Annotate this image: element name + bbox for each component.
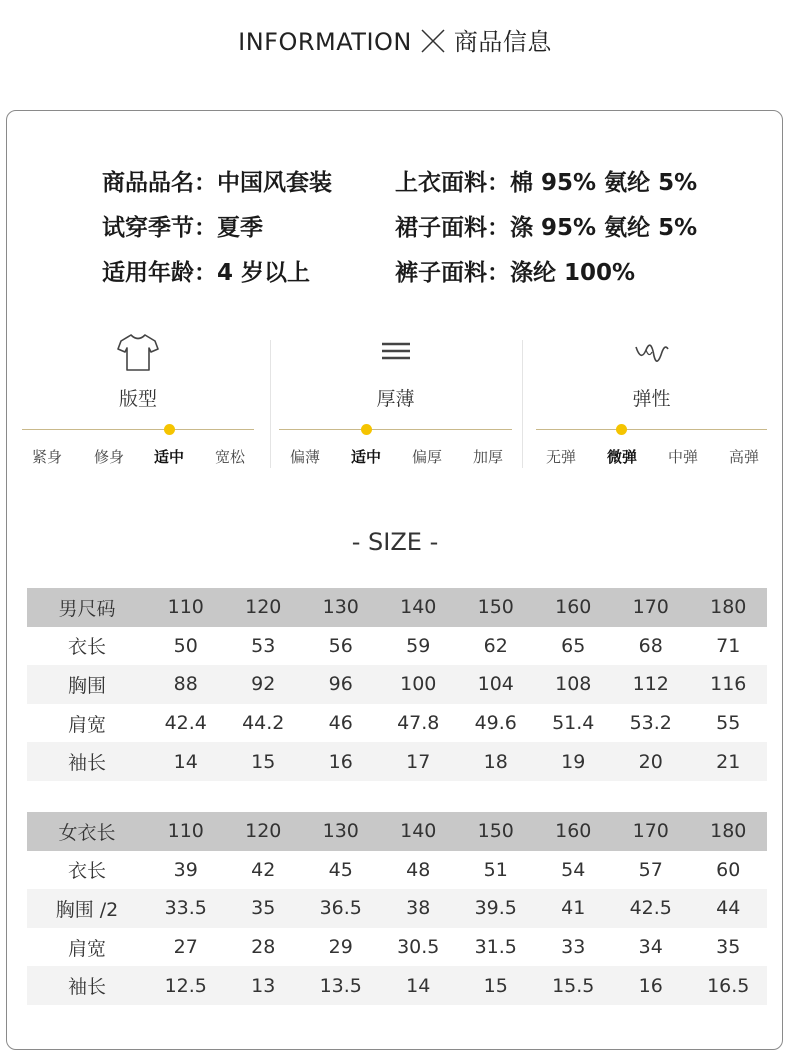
- size-value-cell: 36.5: [302, 889, 380, 928]
- option-label: 紧身: [31, 448, 62, 466]
- size-value-cell: 34: [638, 936, 663, 959]
- size-value-cell: 160: [535, 812, 613, 851]
- option-label: 无弹: [545, 448, 576, 466]
- attribute-title: 版型: [118, 388, 157, 410]
- slider-indicator: [361, 424, 372, 435]
- slider-track: [279, 429, 512, 430]
- size-value-cell: 27: [173, 936, 198, 959]
- info-right: 上衣面料：棉 95% 氨纶 5%: [395, 170, 698, 196]
- size-value-cell: 49.6: [474, 712, 517, 735]
- option-label: 中弹: [667, 448, 698, 466]
- size-value-cell: 71: [716, 634, 741, 657]
- slider-indicator: [164, 424, 175, 435]
- info-row: [102, 213, 697, 258]
- size-value-cell: 130: [302, 588, 380, 627]
- size-value-cell: 14: [380, 966, 458, 1005]
- size-value-cell: 46: [328, 712, 353, 735]
- size-value-cell: 110: [147, 588, 225, 627]
- table-row: [27, 889, 767, 928]
- layers-icon: [279, 332, 512, 374]
- size-value-cell: 150: [457, 588, 535, 627]
- size-value-cell: 18: [457, 742, 535, 781]
- size-value-cell: 56: [328, 634, 353, 657]
- size-value-cell: 39.5: [457, 889, 535, 928]
- product-info: [102, 168, 697, 303]
- size-value-cell: 16.5: [690, 966, 768, 1005]
- option-label: 加厚: [472, 448, 503, 466]
- size-value-cell: 44: [690, 889, 768, 928]
- size-value-cell: 31.5: [474, 936, 517, 959]
- table-row: [27, 665, 767, 704]
- size-value-cell: 55: [716, 712, 741, 735]
- size-value-cell: 170: [612, 812, 690, 851]
- size-value-cell: 15: [225, 742, 303, 781]
- table-row: [27, 704, 767, 743]
- option-label: 偏薄: [289, 448, 320, 466]
- row-label-cell: 女衣长: [27, 812, 147, 851]
- option-label-selected: 适中: [153, 448, 184, 466]
- size-value-cell: 57: [638, 858, 663, 881]
- size-value-cell: 41: [535, 889, 613, 928]
- tshirt-icon: [22, 332, 254, 374]
- table-row: [27, 851, 767, 890]
- size-value-cell: 59: [406, 634, 431, 657]
- size-value-cell: 20: [612, 742, 690, 781]
- header-english-title: INFORMATION: [238, 28, 412, 56]
- size-value-cell: 39: [173, 858, 198, 881]
- size-value-cell: 60: [716, 858, 741, 881]
- size-value-cell: 50: [173, 634, 198, 657]
- info-row: [102, 168, 697, 213]
- option-label-selected: 微弹: [606, 448, 637, 466]
- size-value-cell: 68: [638, 634, 663, 657]
- info-right: 裙子面料：涤 95% 氨纶 5%: [395, 215, 698, 241]
- cross-separator-icon: [420, 28, 446, 54]
- size-value-cell: 116: [690, 665, 768, 704]
- size-value-cell: 42.5: [612, 889, 690, 928]
- size-value-cell: 53: [251, 634, 276, 657]
- size-value-cell: 160: [535, 588, 613, 627]
- option-label-selected: 适中: [350, 448, 381, 466]
- size-value-cell: 120: [225, 588, 303, 627]
- size-value-cell: 19: [535, 742, 613, 781]
- info-left: 试穿季节：夏季: [102, 215, 263, 241]
- size-value-cell: 180: [690, 812, 768, 851]
- info-row: [102, 258, 697, 303]
- attribute-thickness: [279, 332, 512, 472]
- size-value-cell: 16: [302, 742, 380, 781]
- row-label-cell: 肩宽: [67, 937, 106, 960]
- table-row: [27, 928, 767, 967]
- size-value-cell: 112: [612, 665, 690, 704]
- slider-track: [22, 429, 254, 430]
- table-header-row: [27, 812, 767, 851]
- size-value-cell: 13.5: [302, 966, 380, 1005]
- size-value-cell: 12.5: [147, 966, 225, 1005]
- size-value-cell: 100: [380, 665, 458, 704]
- row-label-cell: 衣长: [67, 636, 106, 659]
- wave-icon: [536, 332, 767, 374]
- option-label: 偏厚: [411, 448, 442, 466]
- row-label-cell: 胸围 /2: [27, 889, 147, 928]
- option-label: 高弹: [728, 448, 759, 466]
- size-value-cell: 42.4: [164, 712, 207, 735]
- size-value-cell: 35: [225, 889, 303, 928]
- attribute-elasticity: [536, 332, 767, 472]
- row-label-cell: 衣长: [67, 860, 106, 883]
- size-value-cell: 35: [716, 936, 741, 959]
- attribute-title: 弹性: [632, 388, 671, 410]
- size-value-cell: 180: [690, 588, 768, 627]
- size-value-cell: 88: [147, 665, 225, 704]
- attribute-fit: [22, 332, 254, 472]
- row-label-cell: 袖长: [27, 966, 147, 1005]
- row-label-cell: 胸围: [27, 665, 147, 704]
- size-value-cell: 33: [561, 936, 586, 959]
- option-label: 宽松: [214, 448, 245, 466]
- size-value-cell: 130: [302, 812, 380, 851]
- size-value-cell: 17: [380, 742, 458, 781]
- attribute-title: 厚薄: [376, 388, 415, 410]
- size-value-cell: 44.2: [242, 712, 285, 735]
- size-value-cell: 140: [380, 812, 458, 851]
- size-value-cell: 170: [612, 588, 690, 627]
- size-value-cell: 16: [612, 966, 690, 1005]
- size-value-cell: 15.5: [535, 966, 613, 1005]
- size-value-cell: 21: [690, 742, 768, 781]
- size-value-cell: 150: [457, 812, 535, 851]
- option-label: 修身: [93, 448, 124, 466]
- mens-size-table: [27, 588, 767, 781]
- womens-size-table: [27, 812, 767, 1005]
- size-value-cell: 140: [380, 588, 458, 627]
- size-value-cell: 47.8: [397, 712, 440, 735]
- row-label-cell: 男尺码: [27, 588, 147, 627]
- size-value-cell: 33.5: [147, 889, 225, 928]
- info-right: 裤子面料：涤纶 100%: [395, 260, 636, 286]
- size-value-cell: 30.5: [397, 936, 440, 959]
- size-value-cell: 15: [457, 966, 535, 1005]
- row-label-cell: 肩宽: [67, 713, 106, 736]
- size-value-cell: 38: [380, 889, 458, 928]
- size-value-cell: 53.2: [629, 712, 672, 735]
- size-value-cell: 104: [457, 665, 535, 704]
- table-row: [27, 627, 767, 666]
- size-value-cell: 29: [328, 936, 353, 959]
- header-chinese-title: 商品信息: [453, 28, 552, 56]
- slider-indicator: [616, 424, 627, 435]
- size-title: - SIZE -: [351, 528, 439, 556]
- info-left: 商品品名：中国风套装: [102, 170, 332, 196]
- size-value-cell: 42: [251, 858, 276, 881]
- size-value-cell: 13: [225, 966, 303, 1005]
- size-value-cell: 14: [147, 742, 225, 781]
- row-label-cell: 袖长: [27, 742, 147, 781]
- size-value-cell: 28: [251, 936, 276, 959]
- size-value-cell: 65: [561, 634, 586, 657]
- slider-track: [536, 429, 767, 430]
- info-left: 适用年龄：4 岁以上: [102, 260, 311, 286]
- attribute-panel: [22, 332, 767, 472]
- size-value-cell: 108: [535, 665, 613, 704]
- size-value-cell: 96: [302, 665, 380, 704]
- size-value-cell: 120: [225, 812, 303, 851]
- table-header-row: [27, 588, 767, 627]
- size-value-cell: 48: [406, 858, 431, 881]
- table-row: [27, 742, 767, 781]
- size-value-cell: 45: [328, 858, 353, 881]
- size-value-cell: 51.4: [552, 712, 595, 735]
- table-row: [27, 966, 767, 1005]
- size-value-cell: 54: [561, 858, 586, 881]
- size-value-cell: 92: [225, 665, 303, 704]
- size-value-cell: 62: [483, 634, 508, 657]
- section-header: [0, 22, 790, 57]
- size-value-cell: 51: [483, 858, 508, 881]
- size-value-cell: 110: [147, 812, 225, 851]
